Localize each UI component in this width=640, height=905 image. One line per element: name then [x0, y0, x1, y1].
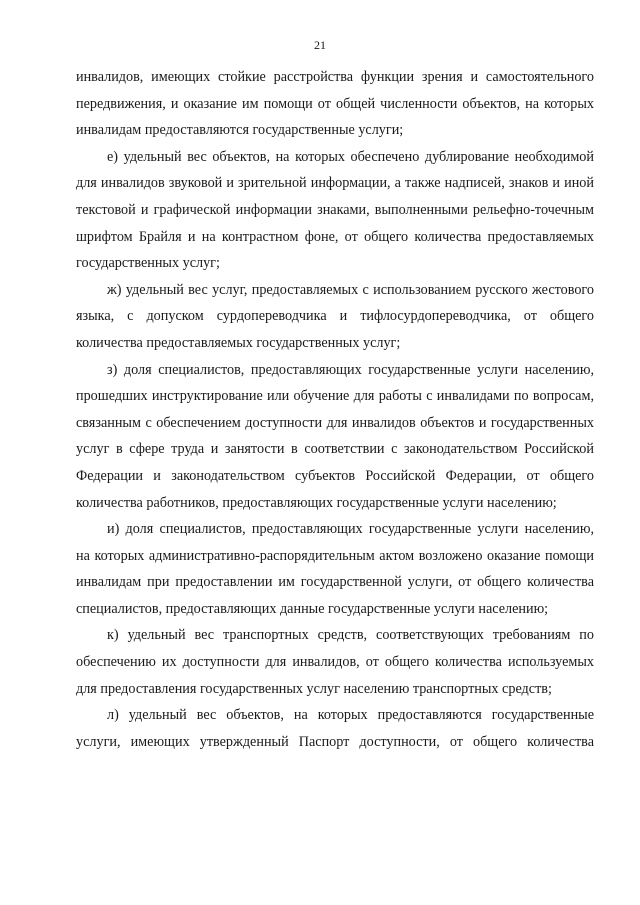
paragraph-z: з) доля специалистов, предоставляющих государственные услуги населению, прошедших инструктирование или обучение для работы с инвалидами по вопросам, связанным с обеспечением доступности для инвалидов объектов и государственных услуг в сфере труда и занятости в соответствии с законодательством Российской Федерации и законодательством субъектов Российской Федерации, от общего количества работников, предоставляющих государственные услуги населению;: [76, 361, 594, 511]
paragraph-k: к) удельный вес транспортных средств, соответствующих требованиям по обеспечению их доступности для инвалидов, от общего количества используемых для предоставления государственных услуг населению транспортных средств;: [76, 627, 594, 697]
paragraph-i: и) доля специалистов, предоставляющих государственные услуги населению, на которых административно-распорядительным актом возложено оказание помощи инвалидам при предоставлении им государственной услуги, от общего количества специалистов, предоставляющих данные государственные услуги населению;: [76, 521, 594, 617]
page-number: 21: [314, 38, 326, 52]
document-body: [76, 64, 594, 755]
paragraph-continuation: инвалидов, имеющих стойкие расстройства функции зрения и самостоятельного передвижения, и оказание им помощи от общей численности объектов, на которых инвалидам предоставляются государственные услуги;: [76, 69, 594, 139]
paragraph-l: л) удельный вес объектов, на которых предоставляются государственные услуги, имеющих утвержденный Паспорт доступности, от общего количества: [76, 707, 594, 750]
paragraph-e: е) удельный вес объектов, на которых обеспечено дублирование необходимой для инвалидов звуковой и зрительной информации, а также надписей, знаков и иной текстовой и графической информации знаками, выполненными рельефно-точечным шрифтом Брайля и на контрастном фоне, от общего количества предоставляемых государственных услуг;: [76, 148, 594, 272]
paragraph-zh: ж) удельный вес услуг, предоставляемых с использованием русского жестового языка, с допуском сурдопереводчика и тифлосурдопереводчика, от общего количества предоставляемых государственных услуг;: [76, 281, 594, 351]
